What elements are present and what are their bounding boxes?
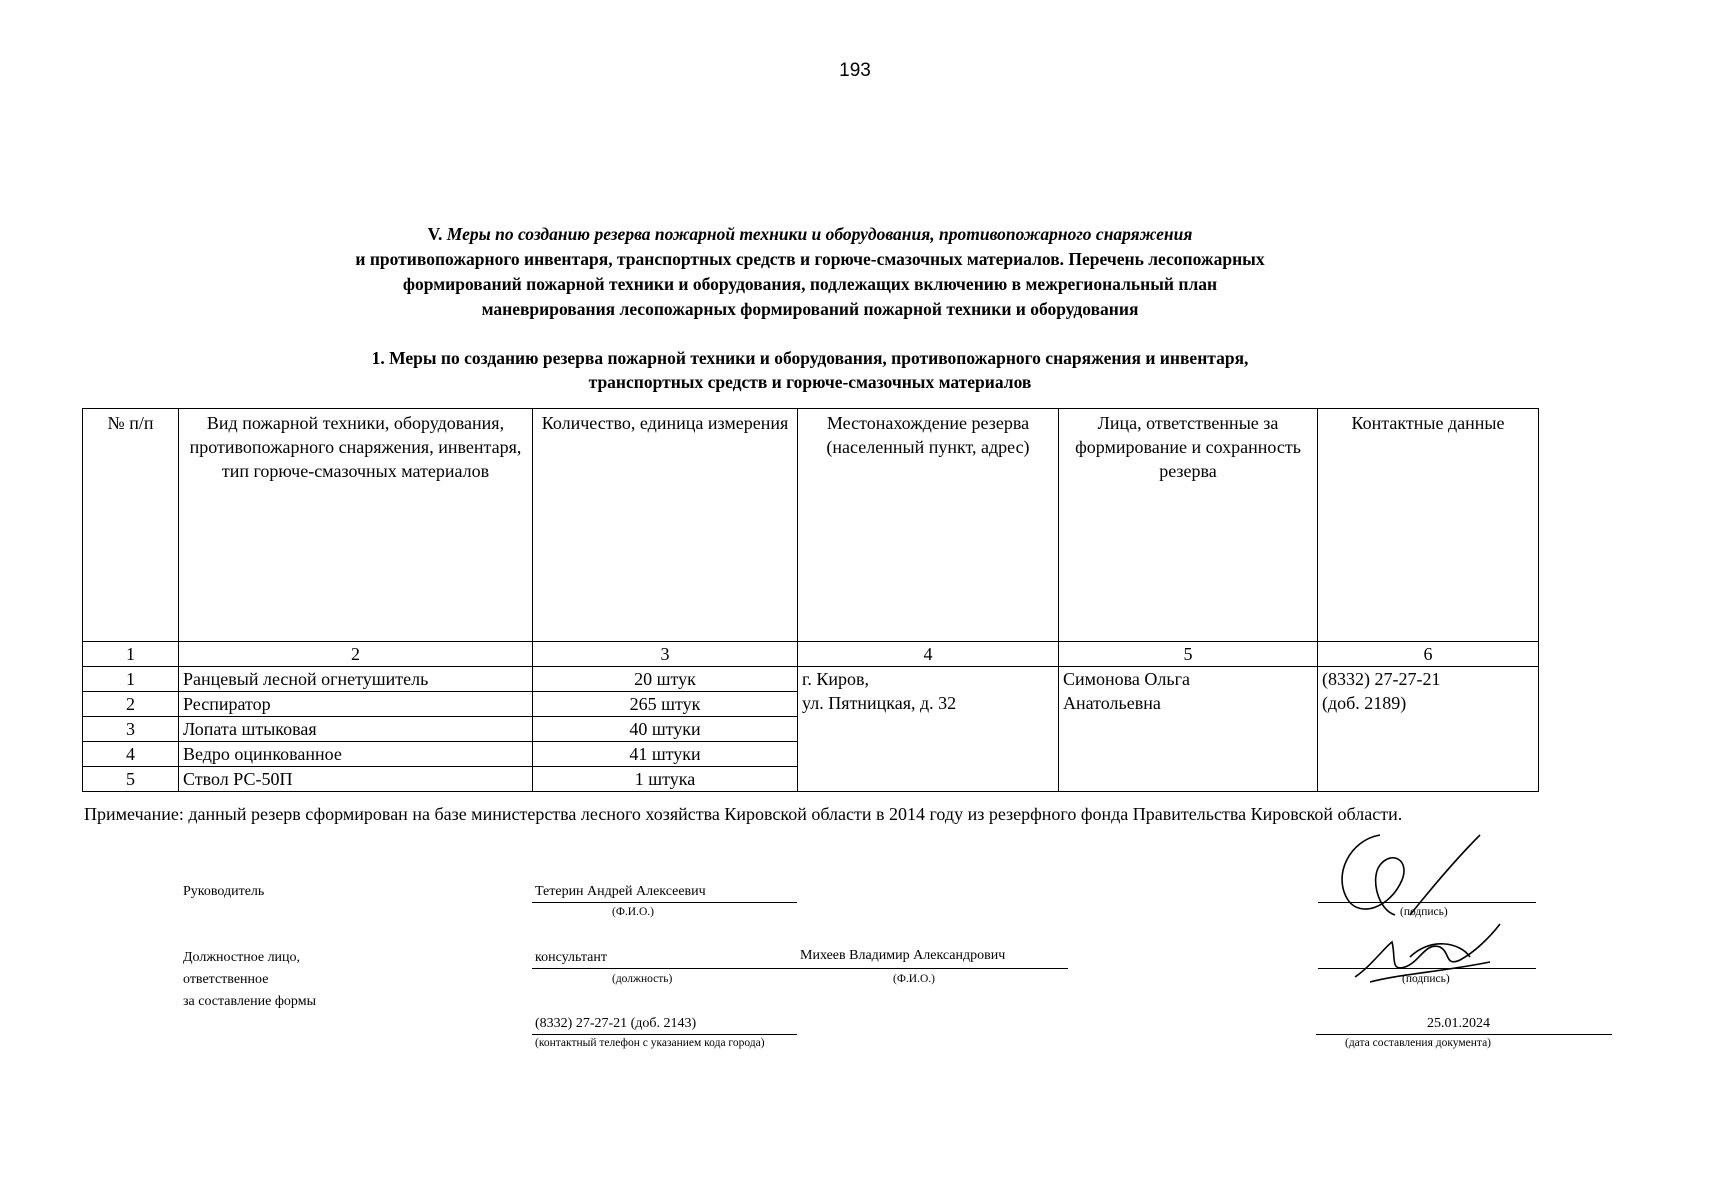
column-number: 5 bbox=[1059, 642, 1318, 667]
row-item: Лопата штыковая bbox=[179, 717, 533, 742]
reserve-table bbox=[82, 408, 1539, 792]
page-number: 193 bbox=[839, 60, 871, 81]
header-responsible: Лица, ответственные за формирование и сохранность резерва bbox=[1059, 409, 1318, 642]
head-name: Тетерин Андрей Алексеевич bbox=[535, 884, 706, 899]
row-item: Респиратор bbox=[179, 692, 533, 717]
column-number: 6 bbox=[1318, 642, 1539, 667]
official-label-line-1: Должностное лицо, bbox=[183, 950, 301, 965]
row-quantity: 20 штук bbox=[533, 667, 798, 692]
section-title bbox=[230, 222, 1390, 322]
subsection-title bbox=[230, 346, 1390, 394]
column-number: 2 bbox=[179, 642, 533, 667]
column-number-row bbox=[83, 642, 1539, 667]
table-header-row bbox=[83, 409, 1539, 642]
date-rule bbox=[1316, 1034, 1612, 1035]
date-caption: (дата составления документа) bbox=[1345, 1037, 1492, 1049]
official-name: Михеев Владимир Александрович bbox=[800, 948, 1006, 963]
contact-extension: (доб. 2189) bbox=[1322, 693, 1407, 713]
row-number: 4 bbox=[83, 742, 179, 767]
row-item: Ствол РС-50П bbox=[179, 767, 533, 792]
phone-rule bbox=[532, 1034, 797, 1035]
responsible-name-2: Анатольевна bbox=[1063, 693, 1161, 713]
table-row bbox=[83, 667, 1539, 692]
section-roman-numeral: V. bbox=[427, 224, 447, 244]
head-fio-caption: (Ф.И.О.) bbox=[612, 906, 654, 918]
header-number: № п/п bbox=[83, 409, 179, 642]
location-cell bbox=[798, 667, 1059, 792]
row-quantity: 1 штука bbox=[533, 767, 798, 792]
footnote: Примечание: данный резерв сформирован на базе министерства лесного хозяйства Кировской области в 2014 году из резерфного фонда Правительства Кировской области. bbox=[84, 804, 1403, 824]
row-quantity: 265 штук bbox=[533, 692, 798, 717]
subsection-title-line-1: 1. Меры по созданию резерва пожарной техники и оборудования, противопожарного снаряжения и инвентаря, bbox=[371, 348, 1249, 368]
row-item: Ранцевый лесной огнетушитель bbox=[179, 667, 533, 692]
subsection-title-line-2: транспортных средств и горюче-смазочных материалов bbox=[588, 372, 1032, 392]
document-date: 25.01.2024 bbox=[1427, 1016, 1490, 1031]
header-item-type: Вид пожарной техники, оборудования, противопожарного снаряжения, инвентаря, тип горюче-смазочных материалов bbox=[179, 409, 533, 642]
head-name-rule bbox=[532, 902, 797, 903]
responsible-cell bbox=[1059, 667, 1318, 792]
official-label-line-2: ответственное bbox=[183, 972, 269, 987]
row-number: 5 bbox=[83, 767, 179, 792]
header-contacts: Контактные данные bbox=[1318, 409, 1539, 642]
row-quantity: 40 штуки bbox=[533, 717, 798, 742]
section-title-line-4: маневрирования лесопожарных формирований пожарной техники и оборудования bbox=[481, 299, 1139, 319]
responsible-name-1: Симонова Ольга bbox=[1063, 669, 1190, 689]
row-number: 3 bbox=[83, 717, 179, 742]
location-address: ул. Пятницкая, д. 32 bbox=[802, 693, 957, 713]
official-rule bbox=[532, 968, 1068, 969]
official-fio-caption: (Ф.И.О.) bbox=[893, 973, 935, 985]
head-label: Руководитель bbox=[183, 884, 265, 899]
phone-caption: (контактный телефон с указанием кода города) bbox=[535, 1037, 765, 1049]
column-number: 3 bbox=[533, 642, 798, 667]
contact-phone: (8332) 27-27-21 bbox=[1322, 669, 1441, 689]
section-title-italic-text: Меры по созданию резерва пожарной техники и оборудования, противопожарного снаряжения bbox=[446, 224, 1193, 244]
column-number: 1 bbox=[83, 642, 179, 667]
official-label-line-3: за составление формы bbox=[183, 994, 316, 1009]
contact-cell bbox=[1318, 667, 1539, 792]
row-item: Ведро оцинкованное bbox=[179, 742, 533, 767]
head-signature-caption: (подпись) bbox=[1400, 906, 1448, 918]
row-number: 2 bbox=[83, 692, 179, 717]
section-title-line-3: формирований пожарной техники и оборудования, подлежащих включению в межрегиональный план bbox=[402, 274, 1218, 294]
row-number: 1 bbox=[83, 667, 179, 692]
official-position-caption: (должность) bbox=[612, 973, 673, 985]
location-city: г. Киров, bbox=[802, 669, 869, 689]
section-title-line-1 bbox=[230, 222, 1390, 247]
column-number: 4 bbox=[798, 642, 1059, 667]
official-signature-icon bbox=[1350, 912, 1510, 992]
contact-phone-value: (8332) 27-27-21 (доб. 2143) bbox=[535, 1016, 697, 1031]
section-title-line-2: и противопожарного инвентаря, транспортных средств и горюче-смазочных материалов. Перечень лесопожарных bbox=[355, 249, 1265, 269]
header-quantity: Количество, единица измерения bbox=[533, 409, 798, 642]
row-quantity: 41 штуки bbox=[533, 742, 798, 767]
official-position: консультант bbox=[535, 950, 607, 965]
official-signature-caption: (подпись) bbox=[1402, 973, 1450, 985]
header-location: Местонахождение резерва (населенный пункт, адрес) bbox=[798, 409, 1059, 642]
